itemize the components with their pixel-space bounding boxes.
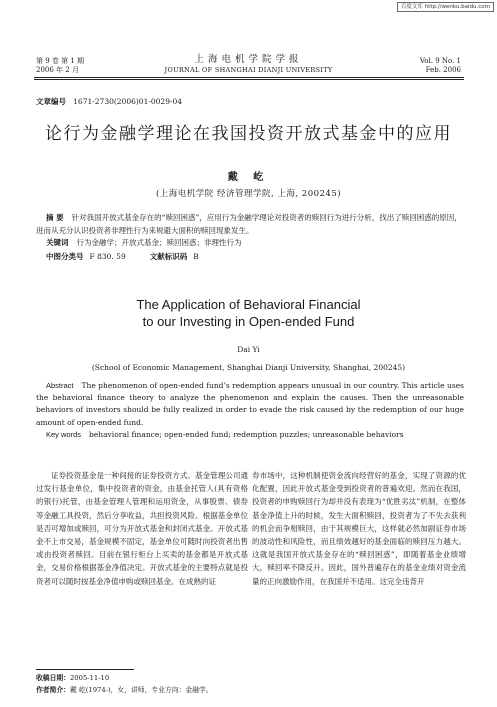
journal-title-cn: 上海电机学院学报 bbox=[194, 54, 303, 65]
clc-label: 中图分类号 bbox=[46, 252, 84, 261]
header-rule-bottom bbox=[34, 79, 464, 80]
abstract-cn-text: 针对我国开放式基金存在的“赎回困惑”，应用行为金融学理论对投资者的赎回行为进行分析，找出了赎回困惑的原因，进而从充分认识投资者非理性行为来规避大面积的赎回现象发生。 bbox=[36, 213, 462, 235]
header-right bbox=[420, 57, 461, 75]
document-code-value: B bbox=[193, 252, 199, 261]
author-bio-value: 戴 屹(1974-)，女，讲师，专业方向：金融学。 bbox=[69, 686, 213, 694]
affiliation-cn: (上海电机学院 经济管理学院, 上海, 200245) bbox=[155, 189, 342, 199]
paper-title-en bbox=[0, 296, 497, 330]
abstract-cn bbox=[36, 212, 466, 237]
footnote-received bbox=[36, 673, 109, 683]
abstract-en bbox=[36, 380, 464, 429]
received-value: 2005-11-10 bbox=[69, 674, 110, 682]
keywords-en bbox=[46, 430, 466, 439]
keywords-cn-label: 关键词 bbox=[46, 238, 69, 247]
keywords-en-label: Key words bbox=[46, 430, 82, 439]
footnote-rule bbox=[36, 669, 134, 670]
volume-number-en: Vol. 9 No. 1 bbox=[419, 57, 461, 65]
header-rule-top bbox=[34, 77, 464, 78]
footnote-author-bio bbox=[36, 685, 213, 695]
article-number-label: 文章编号 bbox=[36, 97, 66, 106]
author-cn: 戴 屹 bbox=[227, 172, 270, 183]
body-column-right: 券市场中，这种机制使资金流向经营好的基金，实现了资源的优化配置，因此开放式基金受到投资者的普遍欢迎。然而在我国，投资者的申购赎回行为却并没有表现为“优胜劣汰”机制，在整体基金净值上升的时候，发生大面积赎回，投资者为了不失去获利的机会而争相赎回，由于其规模巨大，这样就必然加剧证券市场的波动性和风险性，而且绩效越好的基金面临的赎回压力越大。这就是我国开放式基金存在的“赎回困惑”，即随着基金业绩增大，赎回率不降反升。因此，国外普遍存在的基金业绩对资金流量的正向激励作用，在我国并不适用。这完全违背开 bbox=[252, 471, 466, 586]
keywords-en-text: behavioral finance; open-ended fund; redemption puzzles; unreasonable behaviors bbox=[89, 430, 404, 439]
volume-issue: 第 9 卷 第 1 期 bbox=[36, 57, 85, 65]
author-en: Dai Yi bbox=[237, 345, 260, 354]
affiliation-en: (School of Economic Management, Shanghai Dianji University, Shanghai, 200245) bbox=[91, 363, 406, 372]
article-number-value: 1671-2730(2006)01-0029-04 bbox=[73, 97, 183, 106]
author-bio-label: 作者简介： bbox=[36, 686, 70, 694]
journal-title-en: JOURNAL OF SHANGHAI DIANJI UNIVERSITY bbox=[164, 66, 333, 74]
publication-date-en: Feb. 2006 bbox=[425, 66, 461, 74]
paper-title-cn: 论行为金融学理论在我国投资开放式基金中的应用 bbox=[45, 124, 452, 144]
abstract-cn-label: 摘 要 bbox=[46, 213, 64, 222]
received-label: 收稿日期： bbox=[36, 674, 70, 682]
abstract-en-text: The phenomenon of open-ended fund’s redemption appears unusual in our country. This article uses the behavioral finance theory to analyze the phenomenon and explain the causes. Then the unreasonable behaviors of investors should be fully realized in order to evade the risk caused by the redemption of our huge amount of open-ended fund. bbox=[36, 381, 464, 427]
paper-title-en-line1: The Application of Behavioral Financial bbox=[136, 297, 361, 312]
publication-date-cn: 2006 年 2 月 bbox=[36, 66, 79, 74]
watermark-badge: 百度文库 http://wenku.baidu.com bbox=[397, 2, 494, 12]
paper-title-en-line2: to our Investing in Open-ended Fund bbox=[142, 314, 355, 329]
keywords-cn-text: 行为金融学；开放式基金；赎回困惑；非理性行为 bbox=[76, 238, 242, 247]
document-code-label: 文献标识码 bbox=[149, 252, 188, 261]
keywords-cn bbox=[46, 237, 466, 248]
abstract-en-label: Abstract bbox=[46, 381, 74, 390]
classification-line bbox=[46, 251, 199, 262]
clc-value: F 830. 59 bbox=[89, 252, 126, 261]
body-column-left: 证券投资基金是一种间接的证券投资方式。基金管理公司通过发行基金单位，集中投资者的资金，由基金托管人(具有资格的银行)托管，由基金管理人管理和运用资金，从事股票、债券等金融工具投资，然后分享收益，共担投资风险。根据基金单位是否可增加或赎回，可分为开放式基金和封闭式基金。开放式基金不上市交易，基金规模不固定，基金单位可随时向投资者出售或由投资者赎回。目前在银行柜台上买卖的基金都是开放式基金，交易价格根据基金净值决定。开放式基金的主要特点就是投资者可以随时按基金净值申购或赎回基金。在成熟的证 bbox=[36, 471, 248, 586]
article-number bbox=[36, 96, 182, 107]
